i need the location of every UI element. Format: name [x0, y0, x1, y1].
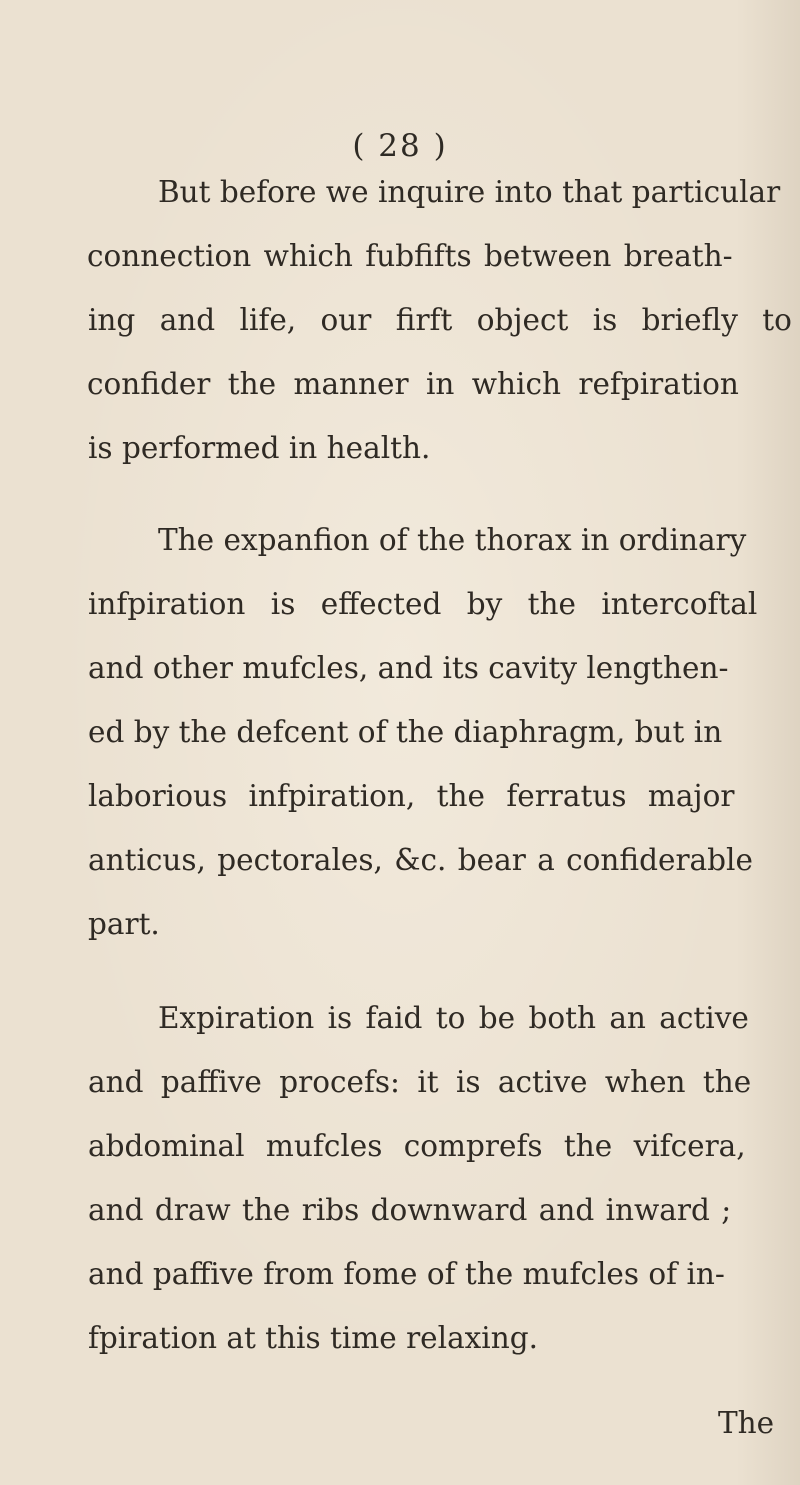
page-number: ( 28 )	[352, 128, 448, 164]
text-line: and paffive procefs: it is active when the	[88, 1065, 752, 1099]
text-line: But before we inquire into that particular	[158, 175, 781, 209]
text-line: The expanfion of the thorax in ordinary	[158, 523, 747, 557]
text-line: part.	[88, 907, 160, 941]
text-line: fpiration at this time relaxing.	[88, 1321, 538, 1355]
text-line: and other mufcles, and its cavity lengthen-	[88, 651, 729, 685]
text-line: and draw the ribs downward and inward ;	[88, 1193, 732, 1227]
text-line: connection which fubfifts between breath-	[87, 239, 733, 273]
text-line: is performed in health.	[88, 431, 431, 465]
text-line: abdominal mufcles comprefs the vifcera,	[88, 1129, 746, 1163]
text-line: anticus, pectorales, &c. bear a confiderable	[88, 843, 753, 877]
text-line: ing and life, our firft object is briefly to	[88, 303, 792, 337]
catchword: The	[718, 1406, 775, 1440]
text-line: infpiration is effected by the intercoftal	[88, 587, 758, 621]
text-line: confider the manner in which refpiration	[87, 367, 739, 401]
text-line: laborious infpiration, the ferratus major	[88, 779, 735, 813]
text-line: Expiration is faid to be both an active	[158, 1001, 749, 1035]
text-line: and paffive from fome of the mufcles of in-	[88, 1257, 725, 1291]
text-line: ed by the defcent of the diaphragm, but in	[88, 715, 723, 749]
